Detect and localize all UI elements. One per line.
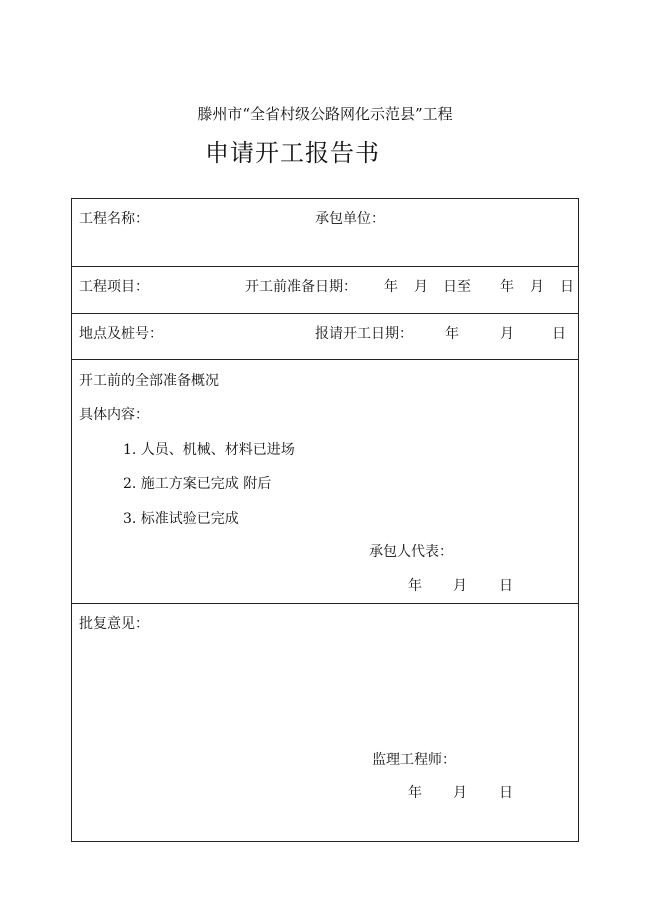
apply-year: 年 bbox=[445, 326, 459, 342]
list-item: 2. 施工方案已完成 附后 bbox=[123, 476, 272, 492]
table-border-top bbox=[71, 198, 579, 199]
table-border-right bbox=[578, 198, 579, 841]
contractor-label: 承包单位： bbox=[315, 211, 385, 227]
rep-month: 月 bbox=[453, 578, 467, 594]
apply-date-label: 报请开工日期： bbox=[315, 326, 413, 342]
row-divider-3 bbox=[71, 359, 579, 360]
prep-year-1: 年 bbox=[384, 279, 398, 295]
apply-month: 月 bbox=[500, 326, 514, 342]
engineer-year: 年 bbox=[408, 785, 422, 801]
content-label: 具体内容： bbox=[79, 407, 149, 423]
engineer-label: 监理工程师： bbox=[372, 752, 456, 768]
row-divider-4 bbox=[71, 603, 579, 604]
table-border-bottom bbox=[71, 841, 579, 842]
contractor-rep-label: 承包人代表： bbox=[369, 544, 453, 560]
project-name-label: 工程名称： bbox=[79, 211, 149, 227]
document-subtitle: 滕州市“全省村级公路网化示范县”工程 bbox=[197, 105, 453, 123]
prep-year-2: 年 bbox=[500, 279, 514, 295]
project-item-label: 工程项目： bbox=[79, 279, 149, 295]
document-title: 申请开工报告书 bbox=[205, 139, 380, 167]
prep-date-label: 开工前准备日期： bbox=[245, 279, 357, 295]
approval-label: 批复意见： bbox=[79, 616, 149, 632]
overview-label: 开工前的全部准备概况 bbox=[79, 373, 219, 389]
row-divider-2 bbox=[71, 313, 579, 314]
engineer-month: 月 bbox=[453, 785, 467, 801]
prep-month-2: 月 bbox=[530, 279, 544, 295]
prep-day-to: 日至 bbox=[443, 279, 471, 295]
rep-day: 日 bbox=[499, 578, 513, 594]
prep-day-2: 日 bbox=[560, 279, 574, 295]
list-item: 1. 人员、机械、材料已进场 bbox=[123, 442, 295, 458]
table-border-left bbox=[71, 198, 72, 841]
rep-year: 年 bbox=[408, 578, 422, 594]
prep-month-1: 月 bbox=[414, 279, 428, 295]
row-divider-1 bbox=[71, 266, 579, 267]
engineer-day: 日 bbox=[499, 785, 513, 801]
apply-day: 日 bbox=[552, 326, 566, 342]
location-label: 地点及桩号： bbox=[79, 326, 163, 342]
list-item: 3. 标准试验已完成 bbox=[123, 511, 239, 527]
